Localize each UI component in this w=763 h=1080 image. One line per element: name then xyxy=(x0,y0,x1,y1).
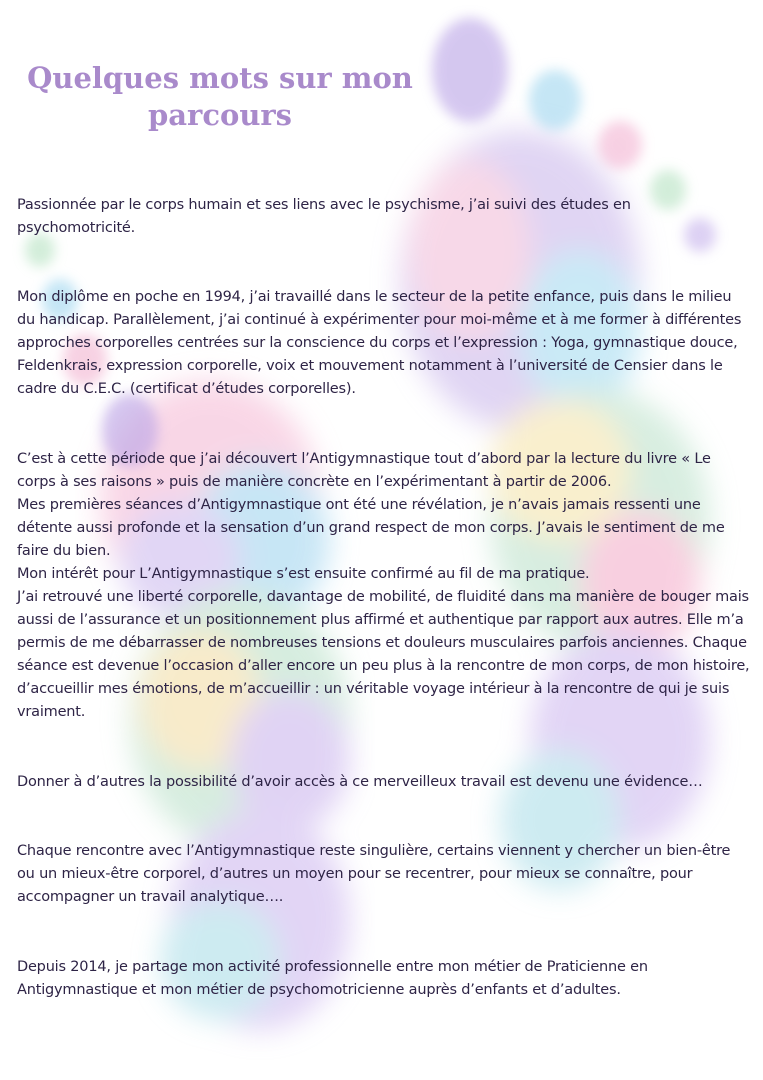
paragraph-discovery-line-3: Mon intérêt pour L’Antigymnastique s’est ensuite confirmé au fil de ma pratique. xyxy=(17,566,590,582)
paragraph-discovery xyxy=(17,448,752,724)
paragraph-discovery-line-1: C’est à cette période que j’ai découvert l’Antigymnastique tout d’abord par la lecture du livre « Le corps à ses raisons » puis de manière concrète en l’expérimentant à partir de 2006. xyxy=(17,451,711,490)
page-title xyxy=(0,60,440,134)
paragraph-since-2014: Depuis 2014, je partage mon activité professionnelle entre mon métier de Praticienne en Antigymnastique et mon métier de psychomotricienne auprès d’enfants et d’adultes. xyxy=(17,959,648,998)
paragraph-studies: Passionnée par le corps humain et ses liens avec le psychisme, j’ai suivi des études en psychomotricité. xyxy=(17,197,631,236)
page-title-line-1: Quelques mots sur mon xyxy=(27,61,413,95)
page-title-line-2: parcours xyxy=(147,98,293,132)
paragraph-diploma: Mon diplôme en poche en 1994, j’ai travaillé dans le secteur de la petite enfance, puis dans le milieu du handicap. Parallèlement, j’ai continué à expérimenter pour moi-même et à me former à différentes approches corporelles centrées sur la conscience du corps et l’expression : Yoga, gymnastique douce, Feldenkrais, expression corporelle, voix et mouvement notamment à l’université de Censier dans le cadre du C.E.C. (certificat d’études corporelles). xyxy=(17,289,742,397)
paragraph-encounter: Chaque rencontre avec l’Antigymnastique reste singulière, certains viennent y chercher un bien-être ou un mieux-être corporel, d’autres un moyen pour se recentrer, pour mieux se connaître, pour accompagner un travail analytique…. xyxy=(17,843,731,905)
paragraph-discovery-line-4: J’ai retrouvé une liberté corporelle, davantage de mobilité, de fluidité dans ma manière de bouger mais aussi de l’assurance et un positionnement plus affirmé et authentique par rapport aux autres. Elle m’a permis de me débarrasser de nombreuses tensions et douleurs musculaires parfois anciennes. Chaque séance est devenue l’occasion d’aller encore un peu plus à la rencontre de mon corps, de mon histoire, d’accueillir mes émotions, de m’accueillir : un véritable voyage intérieur à la rencontre de qui je suis vraiment. xyxy=(17,589,750,720)
paragraph-evidence: Donner à d’autres la possibilité d’avoir accès à ce merveilleux travail est devenu une évidence… xyxy=(17,774,703,790)
paragraph-discovery-line-2: Mes premières séances d’Antigymnastique ont été une révélation, je n’avais jamais ressenti une détente aussi profonde et la sensation d’un grand respect de mon corps. J’avais le sentiment de me faire du bien. xyxy=(17,497,725,559)
